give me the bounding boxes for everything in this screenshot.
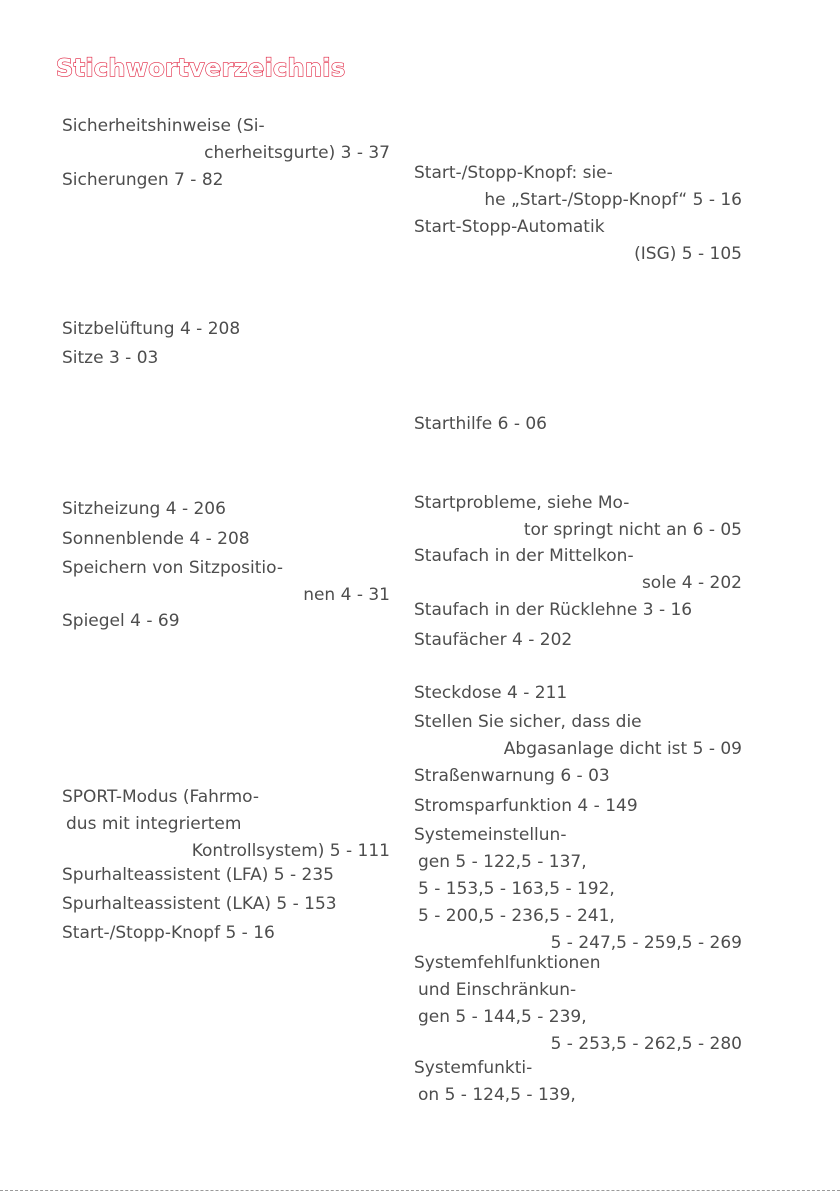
- index-entry-sitzheizung[interactable]: [62, 496, 390, 523]
- entry-line: gen 5 - 144,5 - 239,: [418, 1007, 587, 1027]
- entry-line: 5 - 253,5 - 262,5 - 280: [550, 1034, 742, 1054]
- index-entry-sport-modus[interactable]: [62, 784, 390, 865]
- entry-line: cherheitsgurte) 3 - 37: [204, 143, 390, 163]
- entry-line: gen 5 - 122,5 - 137,: [418, 852, 587, 872]
- entry-line: Staufächer 4 - 202: [414, 630, 573, 650]
- index-entry-strassenwarnung[interactable]: [414, 763, 742, 790]
- entry-line: Systemeinstellun-: [414, 825, 567, 845]
- index-entry-stromsparfunktion[interactable]: [414, 793, 742, 820]
- index-entry-sicherungen[interactable]: [62, 167, 390, 194]
- entry-line: Start-/Stopp-Knopf: sie-: [414, 163, 613, 183]
- entry-line: Spurhalteassistent (LKA) 5 - 153: [62, 894, 337, 914]
- index-entry-spurhalteassistent-lfa[interactable]: [62, 862, 390, 889]
- entry-line: Abgasanlage dicht ist 5 - 09: [503, 739, 742, 759]
- entry-line: on 5 - 124,5 - 139,: [418, 1085, 576, 1105]
- index-entry-staufaecher[interactable]: [414, 627, 742, 654]
- entry-line: Speichern von Sitzpositio-: [62, 558, 283, 578]
- entry-line: 5 - 247,5 - 259,5 - 269: [550, 933, 742, 953]
- index-entry-sitzbelueftung[interactable]: [62, 316, 390, 343]
- index-entry-staufach-ruecklehne[interactable]: [414, 597, 742, 624]
- index-entry-sonnenblende[interactable]: [62, 526, 390, 553]
- entry-line: Sitze 3 - 03: [62, 348, 159, 368]
- index-entry-spiegel[interactable]: [62, 608, 390, 635]
- entry-line: Sicherheitshinweise (Si-: [62, 116, 265, 136]
- entry-line: Staufach in der Rücklehne 3 - 16: [414, 600, 693, 620]
- index-entry-steckdose[interactable]: [414, 680, 742, 707]
- index-entry-staufach-mittelkonsole[interactable]: [414, 543, 742, 597]
- entry-line: 5 - 153,5 - 163,5 - 192,: [418, 879, 615, 899]
- index-entry-start-stopp-knopf[interactable]: [62, 920, 390, 947]
- entry-line: Spiegel 4 - 69: [62, 611, 180, 631]
- entry-line: he „Start-/Stopp-Knopf“ 5 - 16: [484, 190, 742, 210]
- entry-line: Kontrollsystem) 5 - 111: [191, 841, 390, 861]
- entry-line: Spurhalteassistent (LFA) 5 - 235: [62, 865, 334, 885]
- entry-line: sole 4 - 202: [641, 573, 742, 593]
- entry-line: Sitzbelüftung 4 - 208: [62, 319, 241, 339]
- entry-line: Systemfehlfunktionen: [414, 953, 601, 973]
- entry-line: Starthilfe 6 - 06: [414, 414, 547, 434]
- entry-line: Stellen Sie sicher, dass die: [414, 712, 642, 732]
- page-title: Stichwortverzeichnis: [56, 54, 346, 82]
- entry-line: nen 4 - 31: [303, 585, 390, 605]
- index-entry-sitze[interactable]: [62, 345, 390, 372]
- index-entry-abgasanlage[interactable]: [414, 709, 742, 763]
- entry-line: Stromsparfunktion 4 - 149: [414, 796, 638, 816]
- entry-line: tor springt nicht an 6 - 05: [523, 520, 742, 540]
- entry-line: Straßenwarnung 6 - 03: [414, 766, 610, 786]
- index-entry-speichern-sitzpositionen[interactable]: [62, 555, 390, 609]
- entry-line: Systemfunkti-: [414, 1058, 533, 1078]
- entry-line: Start-Stopp-Automatik: [414, 217, 605, 237]
- entry-line: und Einschränkun-: [418, 980, 577, 1000]
- index-entry-systemfunktion[interactable]: [414, 1055, 742, 1109]
- entry-line: Sitzheizung 4 - 206: [62, 499, 226, 519]
- entry-line: SPORT-Modus (Fahrmo-: [62, 787, 259, 807]
- index-entry-systemeinstellungen[interactable]: [414, 822, 742, 957]
- entry-line: (ISG) 5 - 105: [634, 244, 742, 264]
- index-entry-spurhalteassistent-lka[interactable]: [62, 891, 390, 918]
- entry-line: Staufach in der Mittelkon-: [414, 546, 634, 566]
- index-entry-starthilfe[interactable]: [414, 411, 742, 438]
- index-entry-start-stopp-knopf-siehe[interactable]: [414, 160, 742, 214]
- index-entry-start-stopp-automatik[interactable]: [414, 214, 742, 268]
- index-entry-systemfehlfunktionen[interactable]: [414, 950, 742, 1058]
- entry-line: 5 - 200,5 - 236,5 - 241,: [418, 906, 615, 926]
- index-entry-sicherheitshinweise[interactable]: [62, 113, 390, 167]
- entry-line: Steckdose 4 - 211: [414, 683, 568, 703]
- entry-line: Startprobleme, siehe Mo-: [414, 493, 630, 513]
- entry-line: dus mit integriertem: [66, 814, 242, 834]
- page-bottom-rule: [0, 1190, 840, 1191]
- entry-line: Start-/Stopp-Knopf 5 - 16: [62, 923, 275, 943]
- entry-line: Sicherungen 7 - 82: [62, 170, 224, 190]
- index-entry-startprobleme[interactable]: [414, 490, 742, 544]
- entry-line: Sonnenblende 4 - 208: [62, 529, 250, 549]
